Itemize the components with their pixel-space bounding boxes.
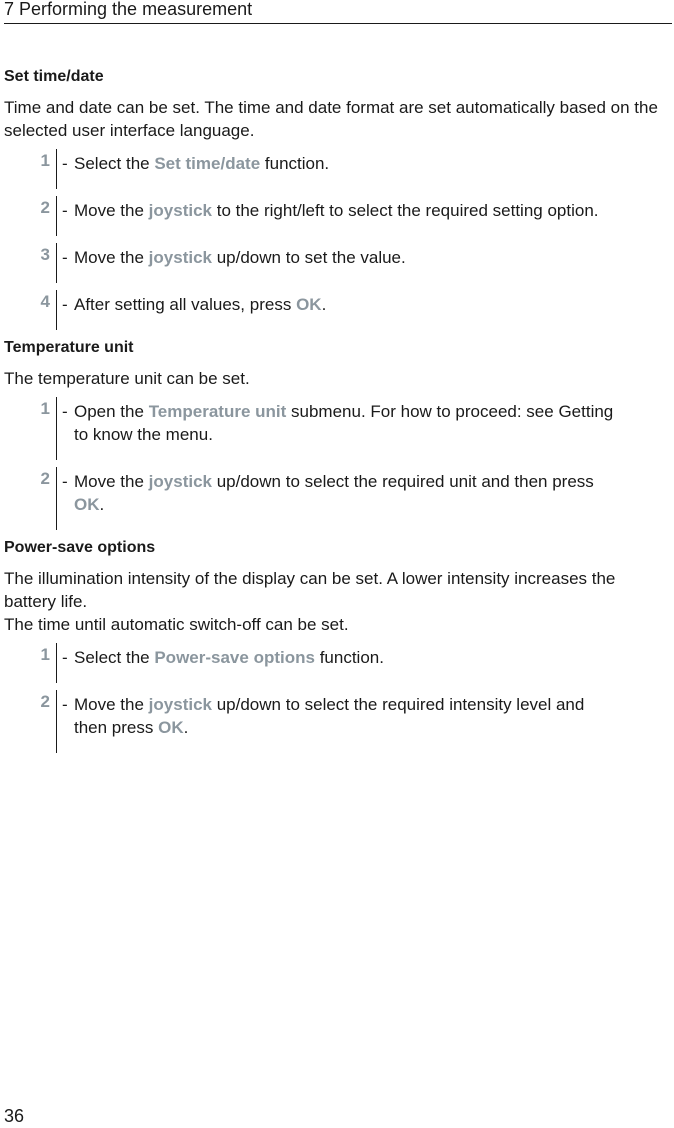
step-highlight-ok: OK [74,495,100,514]
step-highlight: Power-save options [154,648,315,667]
step-dash: - [62,402,68,421]
step-text-post: function. [319,648,384,667]
step-highlight: joystick [148,248,212,267]
step-text-pre: After setting all values, press [74,295,292,314]
step-text [56,196,622,236]
paragraph: The time until automatic switch-off can be set. [4,615,349,634]
step-item [4,467,668,530]
page-number: 36 [4,1106,25,1126]
paragraph: Time and date can be set. The time and date format are set automatically based on the selected user interface language. [4,98,658,140]
step-text-post: up/down to select the required unit and then press [216,472,594,491]
step-text-post: to the right/left to select the required setting option. [216,201,599,220]
step-highlight: Temperature unit [148,402,287,421]
step-highlight: Set time/date [154,154,261,173]
step-dash: - [62,695,68,714]
step-number: 1 [40,399,50,418]
step-number: 2 [40,469,50,488]
paragraph: The illumination intensity of the display can be set. A lower intensity increases the battery life. [4,569,616,611]
step-text-post: . [183,718,189,737]
step-text [56,690,622,753]
step-number: 2 [40,692,50,711]
step-text [56,643,622,683]
step-text [56,397,622,460]
step-item [4,196,668,236]
step-text-pre: Move the [74,248,144,267]
step-highlight: OK [296,295,322,314]
page-header-title: 7 Performing the measurement [4,0,253,19]
section-title: Set time/date [4,68,104,85]
step-text-pre: Select the [74,648,150,667]
section-title: Power-save options [4,539,156,556]
step-text-pre: Select the [74,154,150,173]
step-text-pre: Open the [74,402,144,421]
step-highlight-ok: OK [158,718,184,737]
step-dash: - [62,295,68,314]
step-item [4,243,668,283]
step-number: 3 [40,245,50,264]
section-set-time-date [4,67,668,330]
step-text-post: up/down to select the required intensity level and then press [74,695,585,737]
step-text-post: submenu. For how to proceed: see Getting to know the menu. [74,402,614,444]
step-item [4,149,668,189]
step-number: 1 [40,151,50,170]
step-item [4,690,668,753]
step-list [4,149,668,330]
step-list [4,643,668,753]
step-text-pre: Move the [74,201,144,220]
step-list [4,397,668,530]
step-dash: - [62,154,68,173]
page-header [4,0,672,24]
step-dash: - [62,248,68,267]
step-item [4,643,668,683]
step-text [56,243,622,283]
step-number: 2 [40,198,50,217]
step-text-post: function. [264,154,330,173]
step-text-post: . [99,495,105,514]
section-power-save-options [4,538,668,753]
step-dash: - [62,201,68,220]
section-title: Temperature unit [4,339,134,356]
step-text-pre: Move the [74,695,144,714]
step-text-post: up/down to set the value. [216,248,406,267]
step-text-post: . [321,295,327,314]
step-text [56,149,622,189]
step-dash: - [62,472,68,491]
step-highlight: joystick [148,201,212,220]
step-item [4,397,668,460]
step-highlight: joystick [148,472,212,491]
step-number: 1 [40,645,50,664]
paragraph: The temperature unit can be set. [4,369,250,388]
step-text [56,467,622,530]
step-highlight: joystick [148,695,212,714]
step-item [4,290,668,330]
step-text-pre: Move the [74,472,144,491]
step-number: 4 [40,292,50,311]
step-dash: - [62,648,68,667]
section-temperature-unit [4,338,668,530]
document-content [4,67,668,761]
step-text [56,290,622,330]
